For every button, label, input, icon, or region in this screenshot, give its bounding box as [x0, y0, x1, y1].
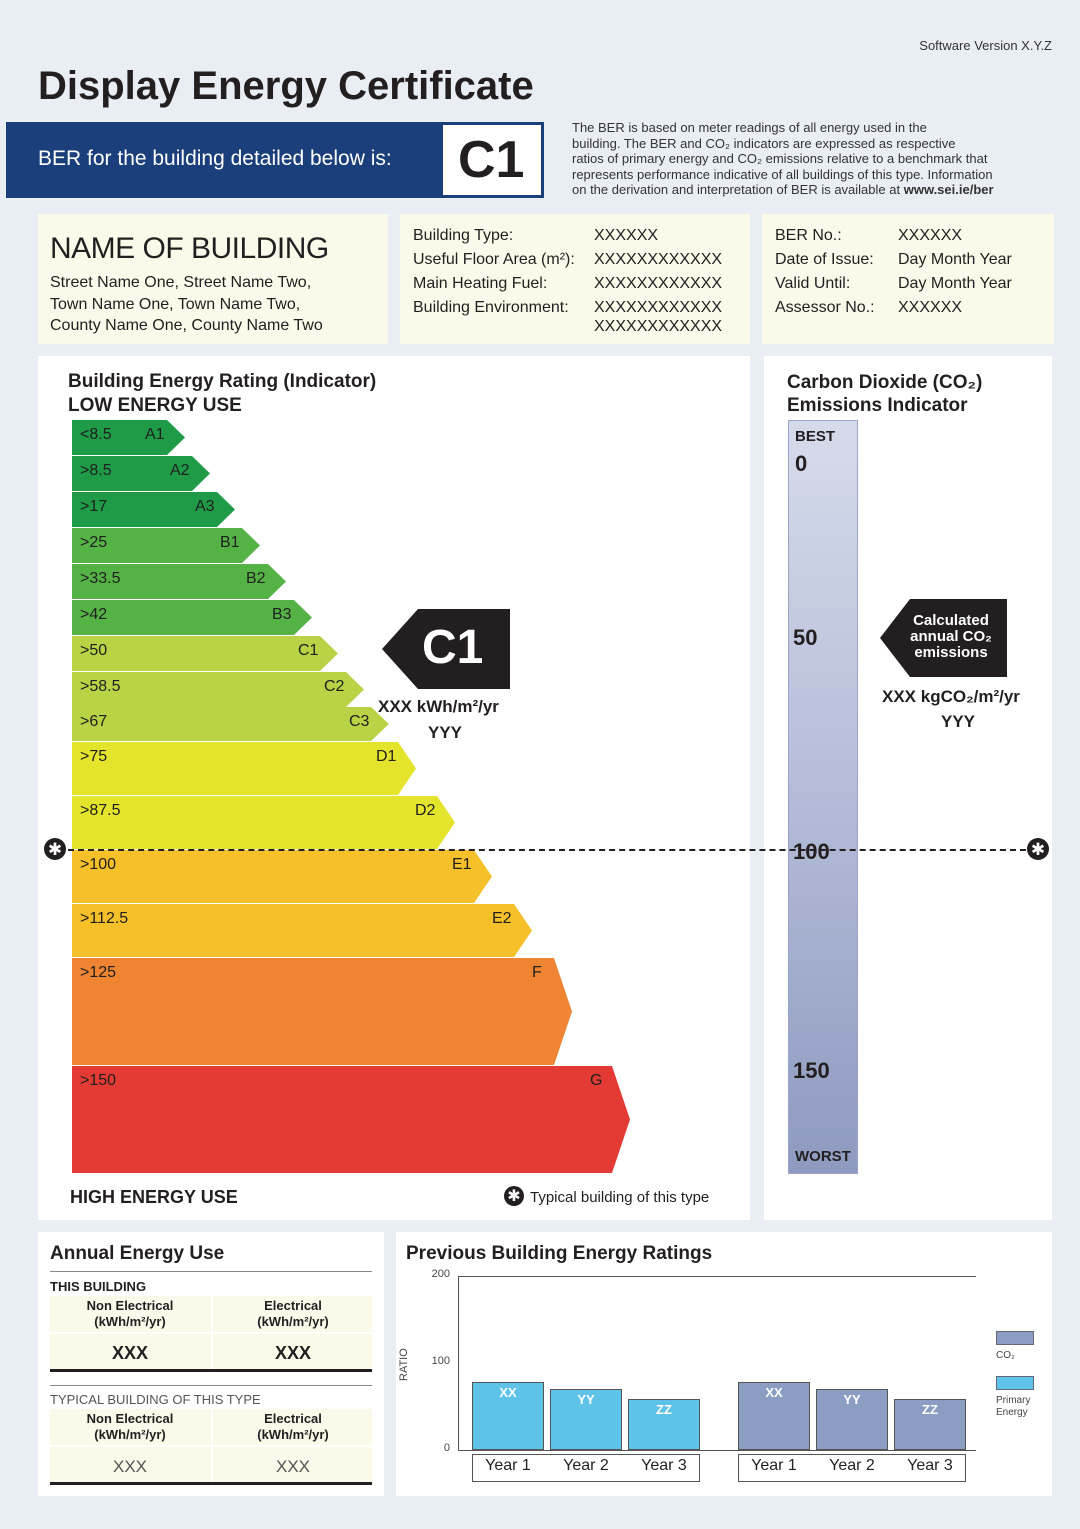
- cert-label: BER No.:: [775, 227, 842, 244]
- x-category-label: Year 2: [829, 1457, 875, 1474]
- x-category-label: Year 3: [641, 1457, 687, 1474]
- bar-data-label: YY: [577, 1392, 595, 1408]
- band-range-label: >150: [80, 1072, 117, 1089]
- rating-band: [72, 420, 185, 455]
- detail-value: XXXXXXXXXXXX: [594, 299, 723, 316]
- cert-label: Date of Issue:: [775, 251, 874, 268]
- rating-band: [72, 904, 532, 957]
- typical-legend: Typical building of this type: [530, 1189, 710, 1206]
- ber-rating: C1: [458, 131, 525, 189]
- rating-band: [72, 672, 364, 707]
- bar-data-label: ZZ: [656, 1401, 672, 1417]
- band-range-label: >112.5: [80, 910, 129, 927]
- ber-banner-label: BER for the building detailed below is:: [38, 147, 392, 170]
- band-letter-label: F: [532, 964, 542, 981]
- band-range-label: >50: [80, 642, 108, 659]
- rating-value-sub: YYY: [428, 723, 463, 742]
- band-range-label: >67: [80, 713, 108, 730]
- band-range-label: <8.5: [80, 426, 112, 443]
- typical-building-label: TYPICAL BUILDING OF THIS TYPE: [50, 1392, 261, 1407]
- cert-value: Day Month Year: [898, 275, 1012, 292]
- band-letter-label: B3: [272, 606, 292, 623]
- band-range-label: >100: [80, 856, 117, 873]
- band-letter-label: C1: [298, 642, 319, 659]
- rating-band: [72, 1066, 630, 1173]
- chart-ylabel: RATIO: [398, 1348, 410, 1381]
- bar-data-label: YY: [843, 1392, 861, 1408]
- bar-data-label: XX: [499, 1385, 517, 1401]
- detail-label: Building Type:: [413, 227, 514, 244]
- band-range-label: >75: [80, 748, 108, 765]
- col-header-electrical: Electrical (kWh/m²/yr): [257, 1411, 329, 1442]
- detail-value: XXXXXXXXXXXX: [594, 318, 723, 335]
- cert-value: Day Month Year: [898, 251, 1012, 268]
- x-category-label: Year 1: [751, 1457, 797, 1474]
- detail-value: XXXXXXXXXXXX: [594, 251, 723, 268]
- page-title: Display Energy Certificate: [38, 64, 534, 108]
- rating-band: [72, 600, 312, 635]
- x-category-label: Year 1: [485, 1457, 531, 1474]
- cert-value: XXXXXX: [898, 227, 963, 244]
- band-letter-label: A2: [170, 462, 190, 479]
- high-energy-label: HIGH ENERGY USE: [70, 1187, 238, 1207]
- band-range-label: >33.5: [80, 570, 121, 587]
- typical-non-electrical-value: XXX: [112, 1457, 148, 1476]
- x-category-box: [738, 1454, 966, 1482]
- band-letter-label: E2: [492, 910, 512, 927]
- rating-band: [72, 636, 338, 671]
- software-version: Software Version X.Y.Z: [919, 38, 1052, 53]
- rating-band: [72, 742, 416, 795]
- legend-primary-swatch: [996, 1376, 1034, 1390]
- y-tick-label: 100: [431, 1355, 450, 1367]
- band-letter-label: A1: [145, 426, 165, 443]
- detail-value: XXXXXX: [594, 227, 659, 244]
- detail-label: Useful Floor Area (m²):: [413, 251, 575, 268]
- x-category-label: Year 3: [907, 1457, 953, 1474]
- x-category-box: [472, 1454, 700, 1482]
- divider: [50, 1271, 372, 1272]
- rating-band: [72, 850, 492, 903]
- band-range-label: >42: [80, 606, 108, 623]
- typical-star-icon: ✱: [504, 1186, 524, 1206]
- band-letter-label: A3: [195, 498, 215, 515]
- rating-value: XXX kWh/m²/yr: [378, 697, 499, 716]
- band-letter-label: D2: [415, 802, 436, 819]
- previous-ratings-title: Previous Building Energy Ratings: [406, 1243, 713, 1264]
- rating-arrow-label: C1: [422, 621, 484, 674]
- table-underline: [50, 1482, 372, 1485]
- building-name: NAME OF BUILDING: [50, 232, 329, 265]
- co2-arrow-label: Calculated annual CO₂ emissions: [910, 612, 992, 661]
- co2-title: Carbon Dioxide (CO₂) Emissions Indicator: [787, 372, 983, 416]
- rating-band: [72, 492, 235, 527]
- typical-electrical-value: XXX: [275, 1457, 311, 1476]
- chart-top-line: [458, 1276, 976, 1277]
- band-range-label: >87.5: [80, 802, 121, 819]
- legend-co2-label: CO₂: [996, 1350, 1015, 1361]
- intro-text: The BER is based on meter readings of all energy used in the building. The BER and CO₂ indicators are expressed as respective ratios of primary energy and CO₂ emissions relative to a benchmark that represents performance indicative of all buildings of this type. Information on the derivation and interpretation of BER is available at www.sei.ie/ber: [572, 120, 994, 197]
- co2-tick-150: 150: [793, 1058, 830, 1083]
- rating-panel-title: Building Energy Rating (Indicator): [68, 371, 377, 392]
- table-underline: [50, 1369, 372, 1372]
- detail-label: Main Heating Fuel:: [413, 275, 548, 292]
- band-letter-label: C2: [324, 678, 345, 695]
- co2-tick-100: 100: [793, 839, 830, 864]
- band-range-label: >8.5: [80, 462, 112, 479]
- detail-value: XXXXXXXXXXXX: [594, 275, 723, 292]
- chart-x-axis: [458, 1450, 976, 1451]
- co2-value-sub: YYY: [941, 712, 976, 731]
- annual-title: Annual Energy Use: [50, 1243, 225, 1264]
- rating-band: [72, 456, 210, 491]
- band-letter-label: B1: [220, 534, 240, 551]
- low-energy-label: LOW ENERGY USE: [68, 395, 242, 416]
- rating-band: [72, 707, 389, 741]
- typical-marker-left-icon: ✱: [44, 838, 66, 860]
- rating-band: [72, 796, 455, 849]
- band-range-label: >17: [80, 498, 108, 515]
- col-header-non-electrical: Non Electrical (kWh/m²/yr): [86, 1411, 174, 1442]
- rating-band: [72, 564, 286, 599]
- y-tick-label: 0: [443, 1442, 450, 1454]
- legend-co2-swatch: [996, 1331, 1034, 1345]
- x-category-label: Year 2: [563, 1457, 609, 1474]
- co2-value: XXX kgCO₂/m²/yr: [882, 687, 1020, 706]
- legend-primary-label: Primary Energy: [996, 1395, 1031, 1418]
- band-range-label: >25: [80, 534, 108, 551]
- divider: [50, 1385, 372, 1386]
- band-letter-label: G: [590, 1072, 603, 1089]
- detail-label: Building Environment:: [413, 299, 569, 316]
- co2-worst-label: WORST: [795, 1148, 851, 1165]
- band-letter-label: B2: [246, 570, 266, 587]
- this-non-electrical-value: XXX: [111, 1343, 149, 1363]
- band-range-label: >58.5: [80, 678, 121, 695]
- co2-best-label: BEST: [795, 428, 836, 445]
- bar-data-label: XX: [765, 1385, 783, 1401]
- info-link[interactable]: www.sei.ie/ber: [903, 182, 994, 197]
- this-building-label: THIS BUILDING: [50, 1279, 147, 1294]
- co2-tick-50: 50: [793, 625, 818, 650]
- typical-marker-right-icon: ✱: [1027, 838, 1049, 860]
- band-letter-label: D1: [376, 748, 397, 765]
- band-range-label: >125: [80, 964, 117, 981]
- col-header-electrical: Electrical (kWh/m²/yr): [257, 1298, 329, 1329]
- this-electrical-value: XXX: [274, 1343, 312, 1363]
- bar-data-label: ZZ: [922, 1401, 938, 1417]
- cert-value: XXXXXX: [898, 299, 963, 316]
- y-tick-label: 200: [431, 1268, 450, 1280]
- cert-label: Valid Until:: [775, 275, 851, 292]
- typical-building-line: [58, 849, 1036, 851]
- row-divider: [50, 1332, 372, 1334]
- band-letter-label: E1: [452, 856, 472, 873]
- row-divider: [50, 1445, 372, 1447]
- band-letter-label: C3: [349, 713, 370, 730]
- chart-y-axis: [458, 1276, 459, 1450]
- co2-tick-0: 0: [795, 451, 808, 476]
- building-address: Street Name One, Street Name Two, Town Name One, Town Name Two, County Name One, County Name Two: [50, 274, 323, 334]
- rating-band: [72, 958, 572, 1065]
- rating-band: [72, 528, 260, 563]
- col-header-non-electrical: Non Electrical (kWh/m²/yr): [86, 1298, 174, 1329]
- cert-label: Assessor No.:: [775, 299, 875, 316]
